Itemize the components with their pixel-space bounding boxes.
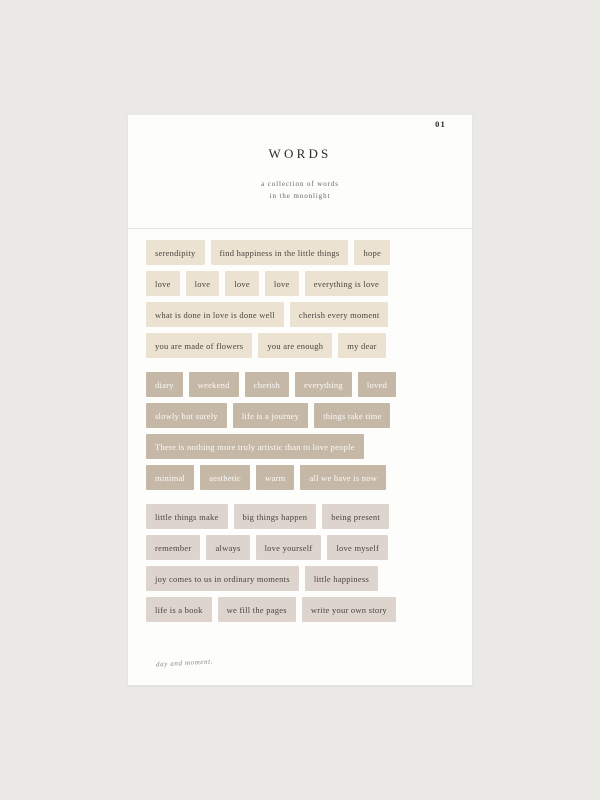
sticker-chip[interactable]: my dear [338,333,385,358]
sticker-chip[interactable]: things take time [314,403,390,428]
sticker-chip[interactable]: little things make [146,504,228,529]
sticker-row [146,535,454,560]
subtitle-line-2: in the moonlight [269,192,331,201]
sticker-chip[interactable]: big things happen [234,504,317,529]
sticker-chip[interactable]: warm [256,465,294,490]
sticker-row [146,271,454,296]
header-divider [128,228,472,229]
sticker-chip[interactable]: find happiness in the little things [211,240,349,265]
sticker-chip[interactable]: write your own story [302,597,396,622]
sticker-group-taupe [146,372,454,490]
sticker-row [146,504,454,529]
sticker-chip[interactable]: life is a journey [233,403,308,428]
sticker-row [146,302,454,327]
sticker-chip[interactable]: little happiness [305,566,378,591]
sheet-header [128,115,472,203]
sticker-chip[interactable]: life is a book [146,597,212,622]
sticker-row [146,333,454,358]
sticker-chip[interactable]: everything [295,372,352,397]
sticker-row [146,465,454,490]
sticker-row [146,372,454,397]
sticker-chip[interactable]: we fill the pages [218,597,296,622]
sticker-sheet [128,115,472,685]
sticker-chip[interactable]: joy comes to us in ordinary moments [146,566,299,591]
sticker-row [146,403,454,428]
subtitle-line-1: a collection of words [261,180,339,188]
sticker-row [146,597,454,622]
sticker-chip[interactable]: you are made of flowers [146,333,252,358]
sticker-chip[interactable]: always [206,535,249,560]
sticker-chip[interactable]: weekend [189,372,239,397]
sticker-group-cream [146,240,454,358]
brand-signature: day and moment. [155,657,214,669]
sticker-chip[interactable]: love [186,271,220,296]
sticker-chip[interactable]: There is nothing more truly artistic than to love people [146,434,364,459]
sticker-chip[interactable]: loved [358,372,396,397]
sticker-chip[interactable]: remember [146,535,200,560]
sheet-number: 01 [435,119,446,129]
sticker-chip[interactable]: all we have is now [300,465,386,490]
page-title: WORDS [268,146,332,161]
sticker-chip[interactable]: everything is love [305,271,388,296]
sticker-chip[interactable]: cherish [245,372,289,397]
sticker-groups [128,240,472,636]
sticker-row [146,566,454,591]
sticker-chip[interactable]: diary [146,372,183,397]
sticker-group-grey [146,504,454,622]
sticker-chip[interactable]: serendipity [146,240,205,265]
sticker-row [146,240,454,265]
sticker-chip[interactable]: slowly but surely [146,403,227,428]
sticker-chip[interactable]: cherish every moment [290,302,389,327]
sticker-chip[interactable]: love [225,271,259,296]
sticker-chip[interactable]: aesthetic [200,465,250,490]
sticker-chip[interactable]: being present [322,504,389,529]
sticker-row [146,434,454,459]
sticker-chip[interactable]: hope [354,240,390,265]
sheet-subtitle [128,178,472,203]
sticker-chip[interactable]: love [146,271,180,296]
sticker-chip[interactable]: what is done in love is done well [146,302,284,327]
sticker-chip[interactable]: minimal [146,465,194,490]
sticker-chip[interactable]: you are enough [258,333,332,358]
sticker-chip[interactable]: love [265,271,299,296]
sticker-chip[interactable]: love myself [327,535,388,560]
sticker-chip[interactable]: love yourself [256,535,322,560]
